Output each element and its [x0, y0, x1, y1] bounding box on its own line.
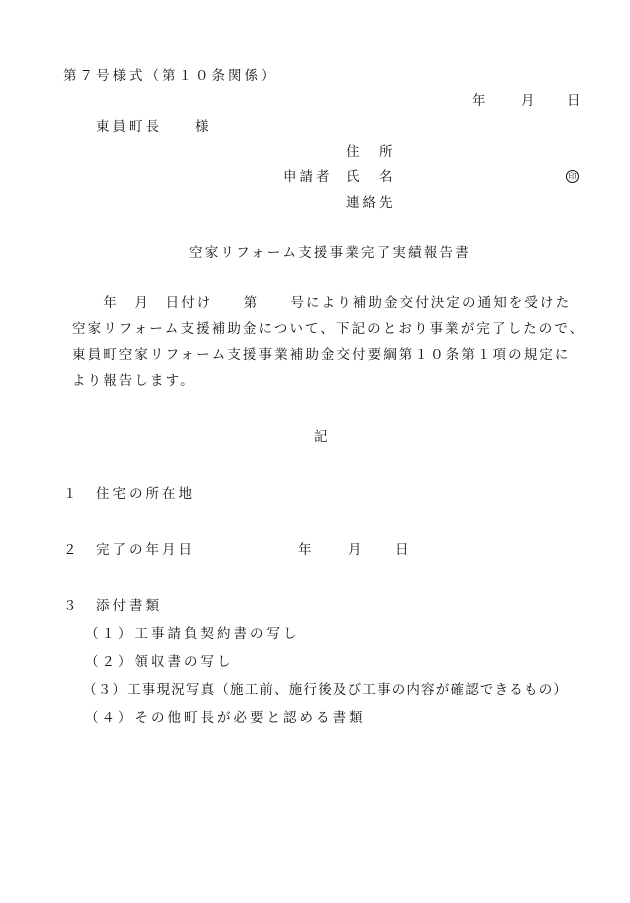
attachment-2: （２）領収書の写し [85, 654, 234, 670]
item-2-month: 月 [348, 542, 365, 558]
date-day: 日 [567, 93, 584, 109]
attachment-3: （３）工事現況写真（施工前、施行後及び工事の内容が確認できるもの） [83, 682, 569, 698]
item-1-location: １ 住宅の所在地 [63, 486, 195, 502]
item-2-year: 年 [298, 542, 315, 558]
body-line-3: 東員町空家リフォーム支援事業補助金交付要綱第１０条第１項の規定に [72, 347, 571, 363]
applicant-role-label: 申請者 [283, 169, 333, 185]
form-number: 第７号様式（第１０条関係） [63, 68, 278, 84]
date-year: 年 [472, 93, 489, 109]
item-2-completion-date: ２ 完了の年月日 [63, 542, 195, 558]
date-month: 月 [521, 93, 538, 109]
seal-mark: 印 [566, 170, 579, 183]
body-line-1: 年 月 日付け 第 号により補助金交付決定の通知を受けた [72, 295, 572, 311]
applicant-name-label: 氏 名 [346, 169, 396, 185]
item-3-attachments: ３ 添付書類 [63, 598, 162, 614]
applicant-contact-label: 連絡先 [346, 195, 396, 211]
addressee: 東員町長 様 [96, 119, 212, 135]
body-line-4: より報告します。 [72, 373, 196, 389]
document-title: 空家リフォーム支援事業完了実績報告書 [189, 245, 471, 261]
ki-marker: 記 [314, 429, 331, 445]
body-line-2: 空家リフォーム支援補助金について、下記のとおり事業が完了したので、 [72, 321, 586, 337]
attachment-4: （４）その他町長が必要と認める書類 [85, 710, 366, 726]
applicant-address-label: 住 所 [346, 144, 396, 160]
attachment-1: （１）工事請負契約書の写し [85, 626, 300, 642]
item-2-day: 日 [395, 542, 412, 558]
